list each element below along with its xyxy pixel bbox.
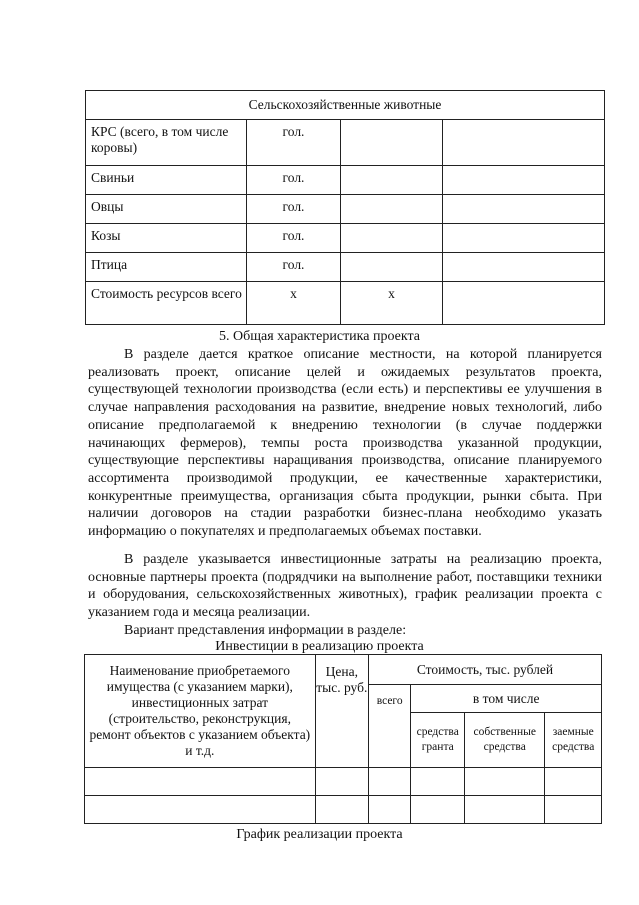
- row-col4: [443, 195, 605, 224]
- row-unit: гол.: [247, 166, 341, 195]
- table-row: [85, 796, 602, 824]
- table-title: Инвестиции в реализацию проекта: [215, 639, 424, 654]
- row-unit: гол.: [247, 120, 341, 166]
- row-name: Овцы: [86, 195, 247, 224]
- row-unit: х: [247, 282, 341, 325]
- col-grant-header: средства гранта: [411, 713, 465, 768]
- row-unit: гол.: [247, 224, 341, 253]
- col-own-header: собственные средства: [465, 713, 545, 768]
- livestock-table: [85, 90, 605, 325]
- row-col4: [443, 253, 605, 282]
- row-name: Свиньи: [86, 166, 247, 195]
- row-unit: гол.: [247, 195, 341, 224]
- row-col3: х: [341, 282, 443, 325]
- col-total-header: всего: [368, 685, 410, 768]
- row-name: Птица: [86, 253, 247, 282]
- row-name: Стоимость ресурсов всего: [86, 282, 247, 325]
- row-col4: [443, 224, 605, 253]
- row-col3: [341, 224, 443, 253]
- section-paragraph-2: В разделе указывается инвестиционные затраты на реализацию проекта, основные партнеры проекта (подрядчики на выполнение работ, поставщики техники и оборудования, сельскохозяйственных животных), график реализации проекта с указанием года и месяца реализации.: [88, 552, 602, 621]
- col-price-header: Цена, тыс. руб.: [315, 655, 368, 768]
- row-name: КРС (всего, в том числе коровы): [86, 120, 247, 166]
- row-unit: гол.: [247, 253, 341, 282]
- col-cost-header: Стоимость, тыс. рублей: [368, 655, 601, 685]
- row-col4: [443, 282, 605, 325]
- row-col4: [443, 166, 605, 195]
- variant-label: Вариант представления информации в разделе:: [124, 623, 407, 638]
- col-including-header: в том числе: [411, 685, 602, 713]
- table-row: [85, 768, 602, 796]
- col-name-header: Наименование приобретаемого имущества (с указанием марки), инвестиционных затрат (строительство, реконструкция, ремонт объектов с указанием объекта) и т.д.: [85, 655, 316, 768]
- row-col4: [443, 120, 605, 166]
- schedule-title: График реализации проекта: [236, 827, 403, 842]
- section-title: 5. Общая характеристика проекта: [219, 329, 420, 344]
- row-col3: [341, 166, 443, 195]
- investment-table: [84, 654, 602, 824]
- row-name: Козы: [86, 224, 247, 253]
- section-paragraph-1: В разделе дается краткое описание местности, на которой планируется реализовать проект, описание целей и ожидаемых результатов проекта, существующей технологии производства (если есть) и перспективы ее улучшения в случае направления расходования на развитие, внедрение новых технологий, либо описание предполагаемой к внедрению технологии (в случае поддержки начинающих фермеров), темпы роста производства указанной продукции, существующие перспективы наращивания производства, описание планируемого ассортимента производимой продукции, ее качественные характеристики, конкурентные преимущества, организация сбыта продукции, рынки сбыта. При наличии договоров на стадии разработки бизнес-плана необходимо указать информацию о покупателях и предполагаемых объемах поставки.: [88, 347, 602, 540]
- livestock-table-header: Сельскохозяйственные животные: [86, 91, 605, 120]
- row-col3: [341, 195, 443, 224]
- row-col3: [341, 120, 443, 166]
- row-col3: [341, 253, 443, 282]
- col-loan-header: заемные средства: [545, 713, 602, 768]
